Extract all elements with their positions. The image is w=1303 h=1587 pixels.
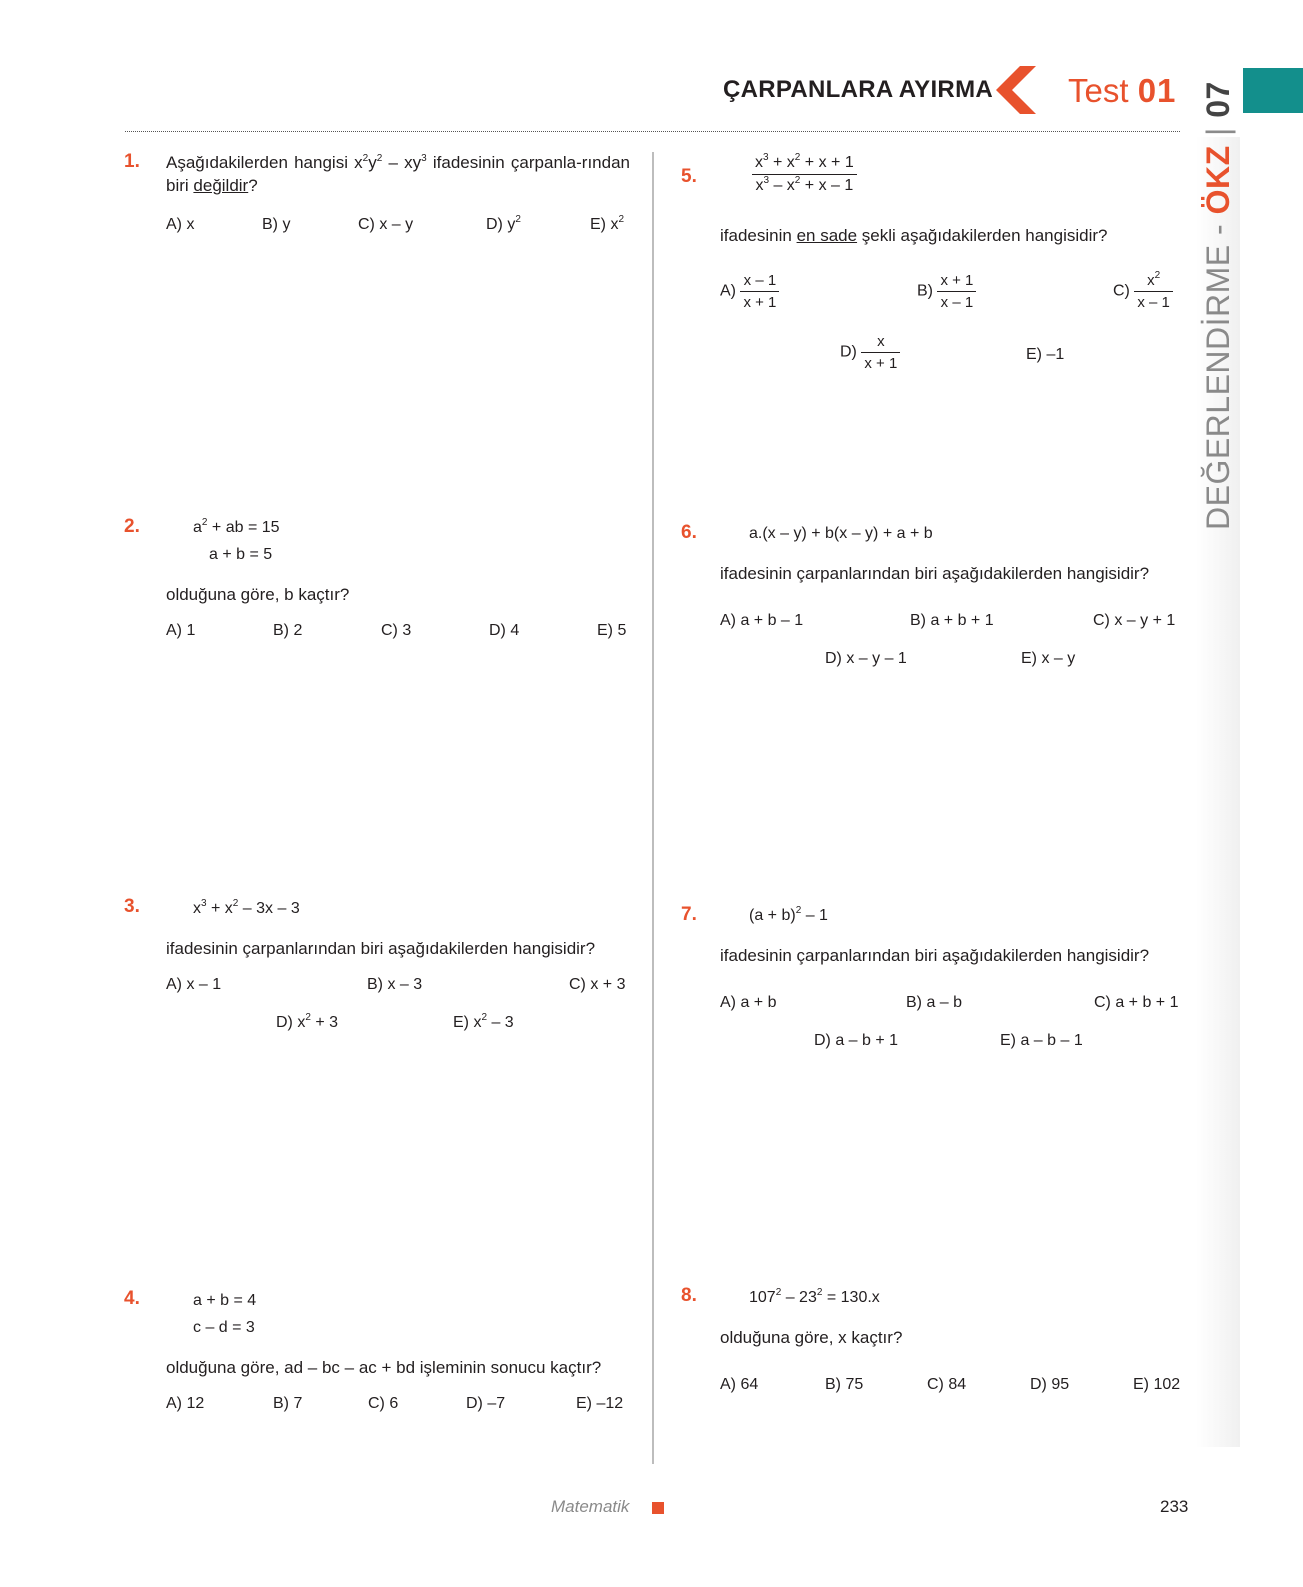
header-rule (125, 131, 1180, 132)
q5-den-c: + x – 1 (800, 177, 854, 194)
q8-expr-b: – 23 (781, 1289, 817, 1306)
q8-option-c[interactable]: C) 84 (927, 1376, 967, 1393)
side-label (1200, 81, 1237, 530)
q4-question: olduğuna göre, ad – bc – ac + bd işleminin sonucu kaçtır? (166, 1358, 602, 1377)
q3-option-b[interactable]: B) x – 3 (367, 976, 423, 993)
q8-option-b[interactable]: B) 75 (825, 1376, 864, 1393)
q1-text-d: ifadesinin çarpanla-rından biri (166, 153, 630, 195)
q5-option-c-sup: 2 (1154, 270, 1161, 281)
q4-equation-2: c – d = 3 (193, 1319, 255, 1336)
q5-den-a: x (755, 177, 764, 194)
q7-sup: 2 (795, 905, 802, 916)
q6-option-e[interactable]: E) x – y (1021, 650, 1076, 667)
q3-sup1: 3 (201, 898, 207, 909)
q7-option-a[interactable]: A) a + b (720, 994, 777, 1011)
q5-option-a-num: x – 1 (740, 272, 779, 292)
q2-option-d[interactable]: D) 4 (489, 622, 520, 639)
q1-end: ? (248, 176, 258, 195)
q8-sup1: 2 (775, 1287, 782, 1298)
q5-option-d-num: x (861, 333, 900, 353)
q5-option-d-den: x + 1 (864, 355, 898, 372)
q4-option-b[interactable]: B) 7 (273, 1395, 303, 1412)
q8-expr-c: = 130.x (822, 1289, 880, 1306)
q7-option-d[interactable]: D) a – b + 1 (814, 1032, 899, 1049)
q5-option-d-frac (861, 333, 900, 372)
q1-text-a: Aşağıdakilerden hangisi x (166, 153, 363, 172)
q5-den-sup2: 2 (794, 175, 801, 186)
q8-option-a[interactable]: A) 64 (720, 1376, 759, 1393)
q8-sup2: 2 (816, 1287, 823, 1298)
q3-option-a[interactable]: A) x – 1 (166, 976, 222, 993)
q5-option-a-frac (740, 272, 779, 311)
q8-question: olduğuna göre, x kaçtır? (720, 1328, 903, 1347)
q5-option-b[interactable] (917, 272, 976, 311)
q6-option-c[interactable]: C) x – y + 1 (1093, 612, 1176, 629)
q1-option-e[interactable] (590, 216, 624, 234)
q1-text-c: – xy (382, 153, 422, 172)
q3-option-d-sup: 2 (305, 1012, 311, 1023)
q1-text-b: y (368, 153, 377, 172)
q8-option-d[interactable]: D) 95 (1030, 1376, 1070, 1393)
q2-equation-1 (193, 519, 280, 537)
q1-sup2: 2 (376, 153, 383, 164)
q3-option-e-end: – 3 (487, 1014, 514, 1031)
q5-den-b: – x (769, 177, 795, 194)
q3-sup2: 2 (232, 898, 239, 909)
q5-option-c-label: C) (1113, 282, 1130, 300)
teal-tab (1243, 68, 1303, 113)
q6-option-b[interactable]: B) a + b + 1 (910, 612, 994, 629)
q5-option-a-label: A) (720, 282, 736, 300)
q8-expression (749, 1289, 880, 1307)
q1-option-b[interactable]: B) y (262, 216, 291, 233)
q3-option-e-sup: 2 (481, 1012, 488, 1023)
q5-den-sup1: 3 (763, 175, 769, 186)
q1-option-c[interactable]: C) x – y (358, 216, 414, 233)
q3-option-c[interactable]: C) x + 3 (569, 976, 626, 993)
q5-option-b-frac (937, 272, 976, 311)
question-5-number: 5. (681, 166, 697, 187)
q2-equation-2: a + b = 5 (209, 546, 273, 563)
q3-expr-b: + x (206, 900, 233, 917)
q3-expr-a: x (193, 900, 201, 917)
q5-question (720, 224, 1108, 247)
q2-option-a[interactable]: A) 1 (166, 622, 196, 639)
q5-num-c: + x + 1 (800, 154, 854, 171)
q5-question-b: şekli aşağıdakilerden hangisidir? (857, 226, 1108, 245)
q5-question-emph: en sade (796, 226, 858, 245)
q2-option-b[interactable]: B) 2 (273, 622, 303, 639)
test-number: 01 (1137, 72, 1177, 109)
q5-denominator (752, 175, 857, 195)
q3-question: ifadesinin çarpanlarından biri aşağıdakilerden hangisidir? (166, 939, 596, 958)
q4-option-a[interactable]: A) 12 (166, 1395, 205, 1412)
question-7-number: 7. (681, 904, 697, 925)
q1-option-d-label: D) y (486, 216, 516, 233)
q7-expr-a: (a + b) (749, 907, 796, 924)
q1-option-e-label: E) x (590, 216, 619, 233)
q5-option-c[interactable] (1113, 272, 1173, 311)
test-label (1068, 72, 1176, 110)
chevron-left-icon (996, 66, 1036, 114)
q5-question-a: ifadesinin (720, 226, 797, 245)
q5-option-d-label: D) (840, 343, 857, 361)
q5-option-b-den: x – 1 (940, 294, 974, 311)
q2-eq1-sup: 2 (201, 517, 208, 528)
side-label-text: DEĞERLENDİRME - (1200, 214, 1236, 530)
side-divider: | (1200, 127, 1236, 136)
q2-option-e[interactable]: E) 5 (597, 622, 627, 639)
q5-numerator (752, 154, 857, 175)
q5-fraction-box (752, 154, 857, 195)
q3-expression (193, 900, 300, 918)
q1-option-e-sup: 2 (618, 214, 625, 225)
question-8-number: 8. (681, 1285, 697, 1306)
q5-option-e[interactable]: E) –1 (1026, 346, 1065, 363)
q2-question: olduğuna göre, b kaçtır? (166, 585, 350, 604)
q6-option-a[interactable]: A) a + b – 1 (720, 612, 804, 629)
q4-option-c[interactable]: C) 6 (368, 1395, 399, 1412)
q7-option-e[interactable]: E) a – b – 1 (1000, 1032, 1083, 1049)
q1-option-a[interactable]: A) x (166, 216, 195, 233)
q5-option-a-den: x + 1 (743, 294, 777, 311)
q1-sup1: 2 (362, 153, 369, 164)
q5-option-b-num: x + 1 (937, 272, 976, 292)
q5-option-c-num (1134, 272, 1173, 292)
q7-expression (749, 907, 828, 925)
q7-question: ifadesinin çarpanlarından biri aşağıdakilerden hangisidir? (720, 946, 1150, 965)
q7-expr-b: – 1 (801, 907, 828, 924)
okz-logo: ÖKZ (1200, 145, 1236, 215)
q5-option-c-den: x – 1 (1137, 294, 1170, 311)
q6-expression: a.(x – y) + b(x – y) + a + b (749, 525, 933, 542)
q5-option-c-frac (1134, 272, 1173, 311)
q5-option-d[interactable] (840, 333, 900, 372)
q6-question: ifadesinin çarpanlarından biri aşağıdakilerden hangisidir? (720, 564, 1150, 583)
q5-option-a[interactable] (720, 272, 779, 311)
q7-option-c[interactable]: C) a + b + 1 (1094, 994, 1179, 1011)
q3-option-d[interactable] (276, 1014, 338, 1032)
question-1-text (166, 151, 630, 197)
q3-option-e[interactable] (453, 1014, 514, 1032)
q5-num-sup1: 3 (763, 152, 769, 163)
q3-option-d-label: D) x (276, 1014, 306, 1031)
page-number: 233 (1160, 1497, 1189, 1516)
q3-option-e-label: E) x (453, 1014, 482, 1031)
q2-option-c[interactable]: C) 3 (381, 622, 412, 639)
side-number: 07 (1200, 81, 1236, 118)
footer-subject: Matematik (551, 1497, 630, 1516)
q5-option-b-label: B) (917, 282, 933, 300)
q5-fraction (752, 154, 857, 195)
q2-eq1-a: a (193, 519, 202, 536)
q4-option-d[interactable]: D) –7 (466, 1395, 506, 1412)
column-divider (652, 152, 654, 1464)
question-6-number: 6. (681, 522, 697, 543)
q4-option-e[interactable]: E) –12 (576, 1395, 624, 1412)
q7-option-b[interactable]: B) a – b (906, 994, 963, 1011)
q4-equation-1: a + b = 4 (193, 1292, 257, 1309)
chapter-title: ÇARPANLARA AYIRMA (723, 76, 993, 103)
test-word: Test (1068, 72, 1129, 109)
q5-num-b: + x (768, 154, 795, 171)
q1-emph: değildir (193, 176, 249, 195)
q8-option-e[interactable]: E) 102 (1133, 1376, 1181, 1393)
q1-option-d-sup: 2 (515, 214, 521, 225)
q5-option-c-num-x: x (1147, 272, 1155, 289)
q6-option-d[interactable]: D) x – y – 1 (825, 650, 907, 667)
q3-option-d-end: + 3 (310, 1014, 339, 1031)
footer-square-icon (652, 1502, 664, 1514)
q8-expr-a: 107 (749, 1289, 776, 1306)
question-2-number: 2. (124, 516, 140, 537)
q1-sup3: 3 (421, 153, 427, 164)
q5-num-sup2: 2 (794, 152, 801, 163)
question-4-number: 4. (124, 1288, 140, 1309)
q3-expr-c: – 3x – 3 (238, 900, 300, 917)
question-1-number: 1. (124, 151, 140, 172)
q5-num-a: x (755, 154, 763, 171)
q1-option-d[interactable] (486, 216, 521, 234)
q2-eq1-b: + ab = 15 (207, 519, 280, 536)
question-3-number: 3. (124, 896, 140, 917)
